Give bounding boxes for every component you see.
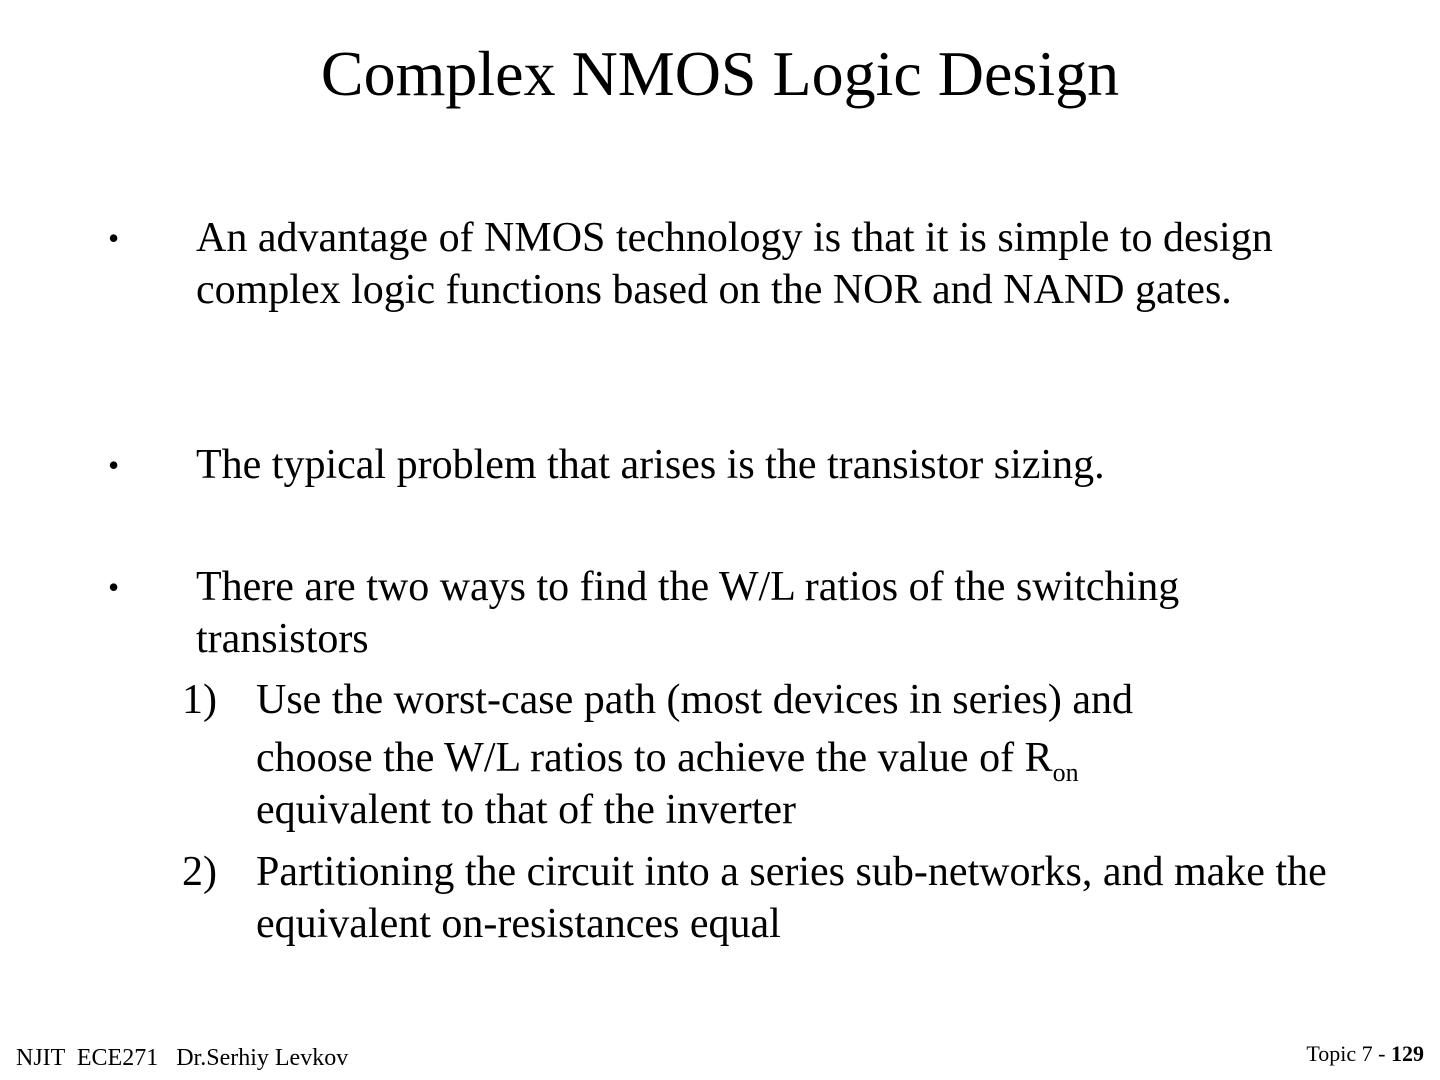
- item-number: 2): [182, 849, 217, 895]
- item-text: [256, 674, 1336, 836]
- item-text-line: Use the worst-case path (most devices in series) and: [256, 677, 1134, 723]
- footer-topic-label: Topic 7 -: [1306, 1041, 1391, 1066]
- slide-title: Complex NMOS Logic Design: [320, 38, 1120, 109]
- footer-page-indicator: [1306, 1040, 1424, 1068]
- bullet-marker: •: [108, 447, 120, 483]
- subscript-on: on: [1052, 758, 1079, 787]
- bullet-text: The typical problem that arises is the transistor sizing.: [196, 442, 1105, 488]
- bullet-marker: •: [108, 220, 120, 256]
- bullet-marker: •: [108, 569, 120, 605]
- item-text-fragment: choose the W/L ratios to achieve the value of R: [256, 735, 1053, 781]
- item-text-line: equivalent to that of the inverter: [256, 787, 796, 833]
- item-text-line: [256, 732, 1079, 787]
- bullet-text: An advantage of NMOS technology is that it is simple to design complex logic functions based on the NOR and NAND gates.: [196, 215, 1273, 313]
- page-number: 129: [1391, 1041, 1424, 1066]
- item-number: 1): [182, 677, 217, 723]
- item-text: Partitioning the circuit into a series sub-networks, and make the equivalent on-resistances equal: [256, 849, 1327, 947]
- footer-credits: NJIT ECE271 Dr.Serhiy Levkov: [16, 1045, 349, 1071]
- bullet-text: There are two ways to find the W/L ratios of the switching transistors: [196, 564, 1180, 662]
